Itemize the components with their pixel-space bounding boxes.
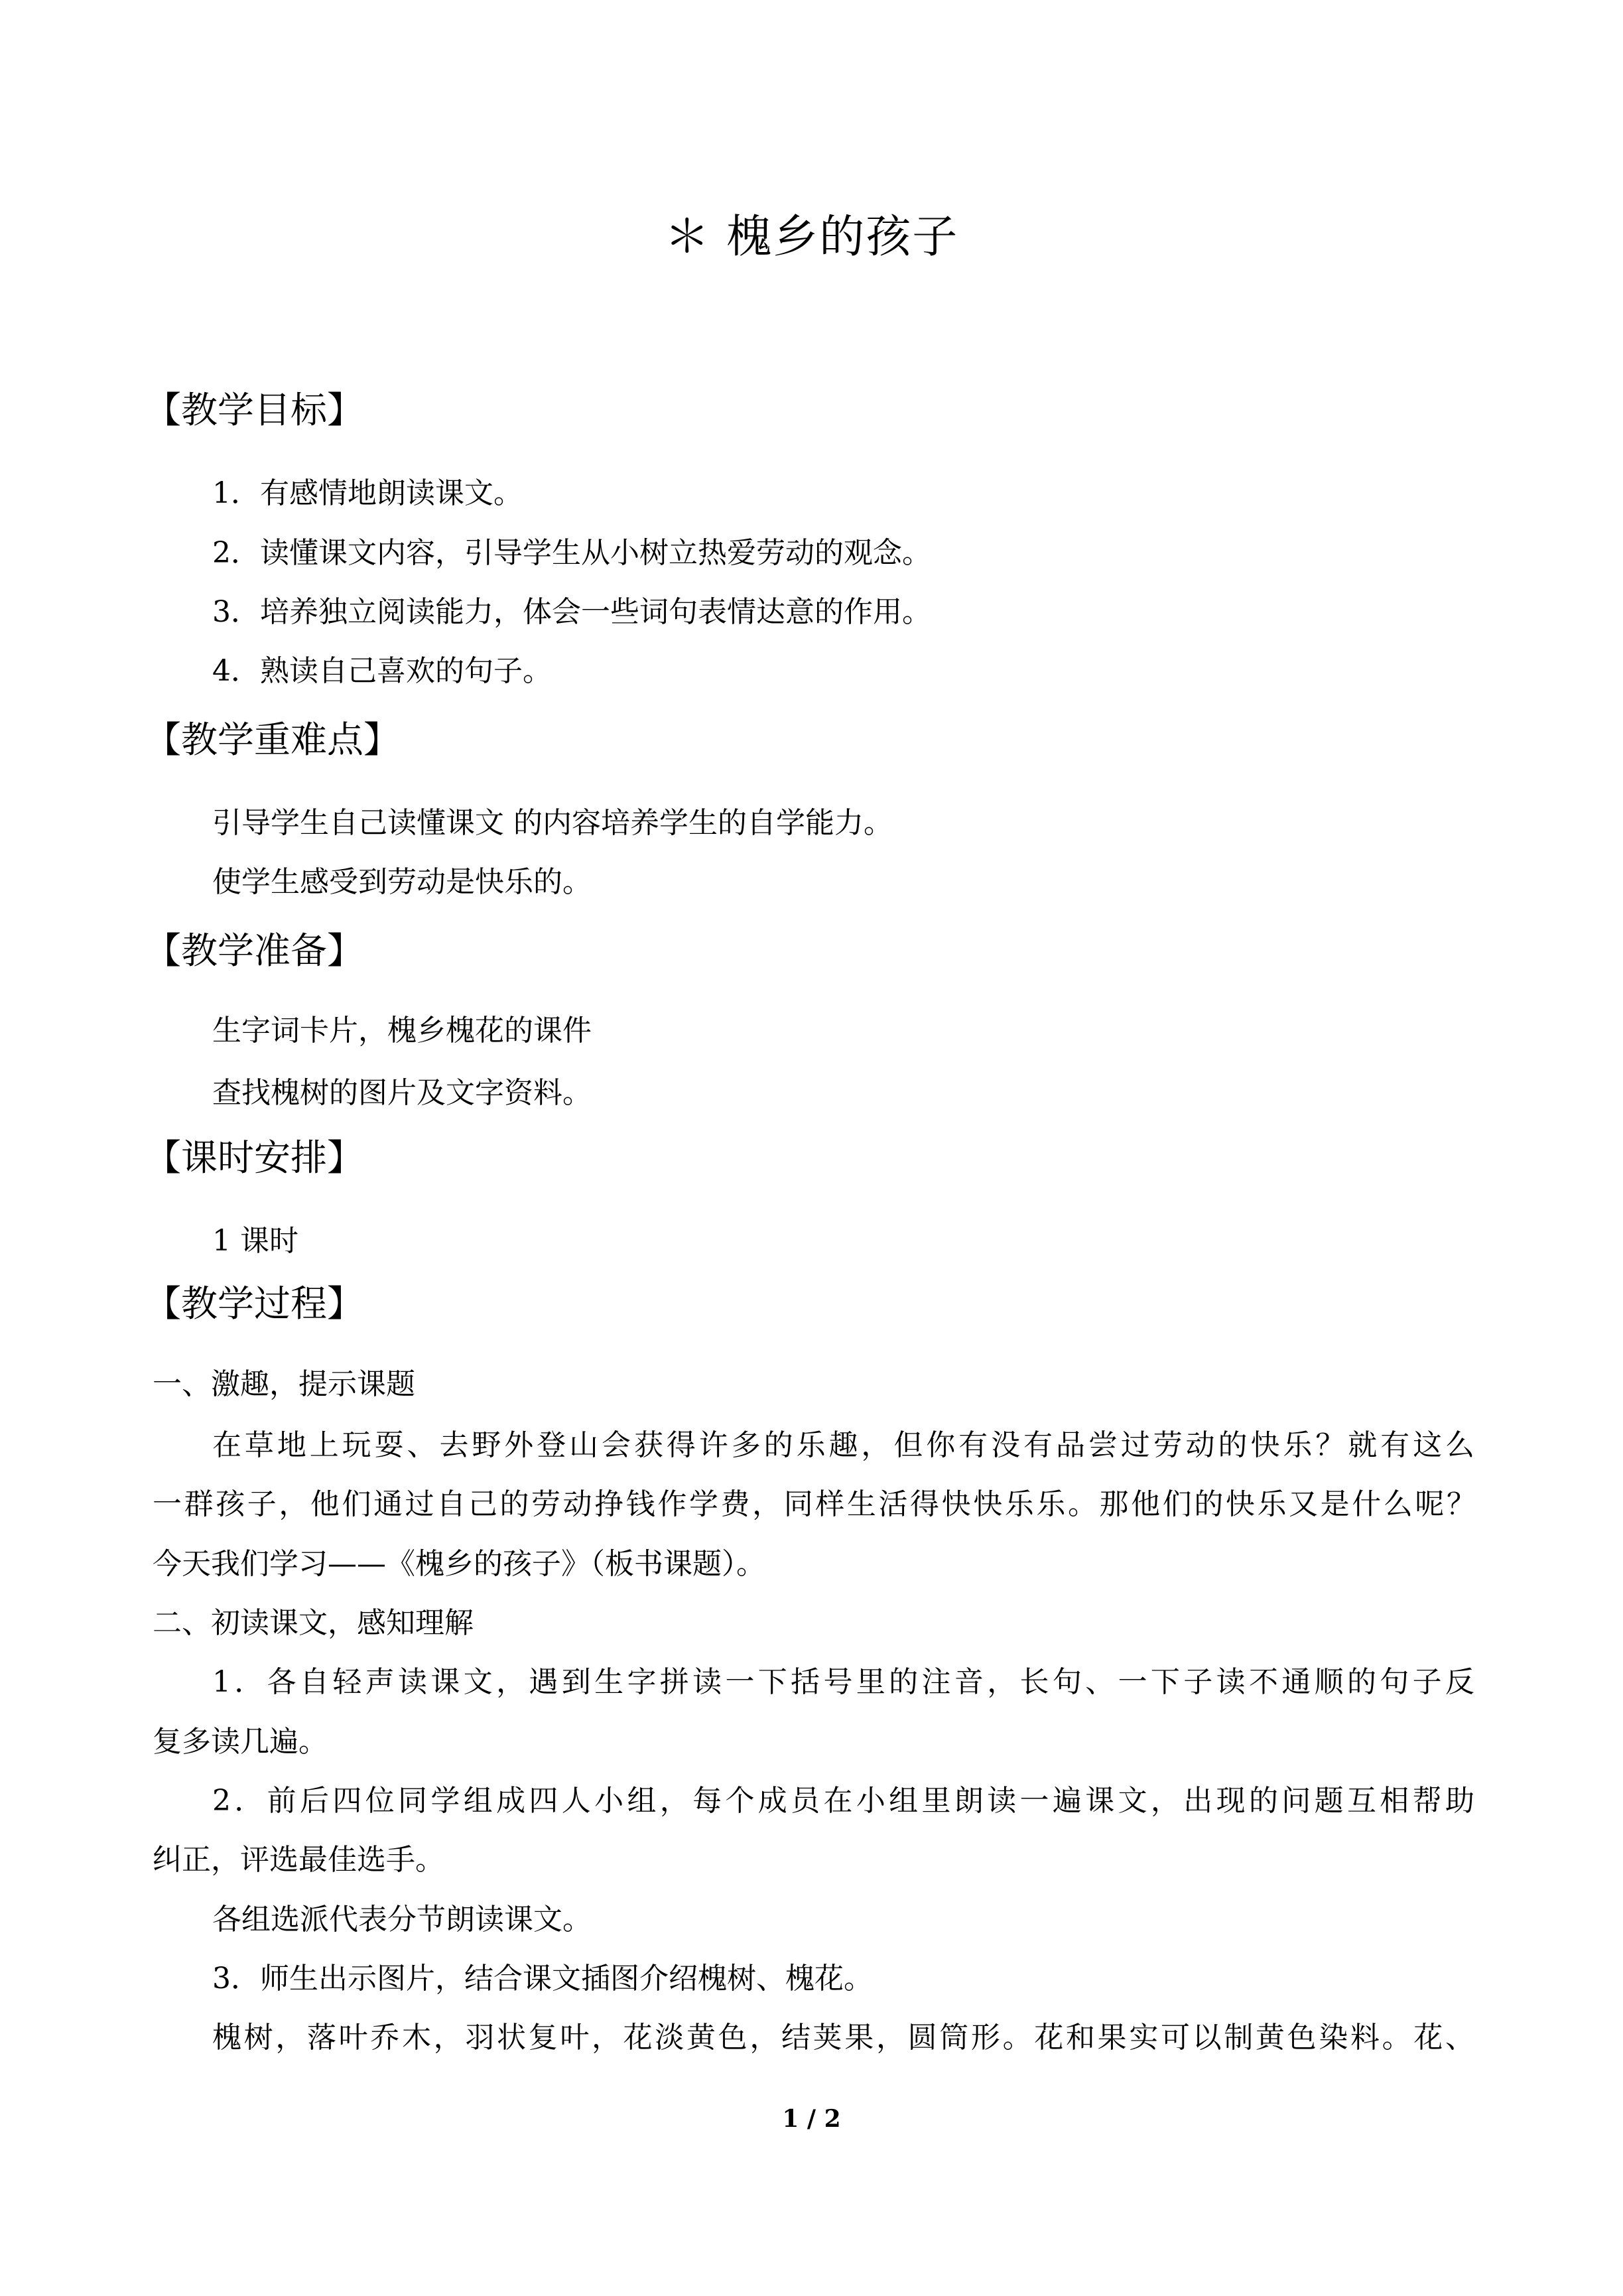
process-heading: 【教学过程】 [145,1282,364,1325]
process-paragraph-line: 在草地上玩耍、去野外登山会获得许多的乐趣，但你有没有品尝过劳动的快乐？就有这么 [212,1428,1474,1462]
preparation-item: 查找槐树的图片及文字资料。 [212,1076,592,1110]
schedule-heading: 【课时安排】 [145,1136,364,1179]
process-paragraph-line: 今天我们学习——《槐乡的孩子》（板书课题）。 [153,1547,765,1581]
page-number: 1 / 2 [782,2105,841,2133]
objective-item: 3．培养独立阅读能力，体会一些词句表情达意的作用。 [212,595,931,629]
objectives-heading: 【教学目标】 [145,389,364,431]
page-title: ＊ 槐乡的孩子 [664,211,959,263]
process-subheading: 一、激趣，提示课题 [153,1367,415,1401]
process-paragraph-line: 一群孩子，他们通过自己的劳动挣钱作学费，同样生活得快快乐乐。那他们的快乐又是什么呢？ [153,1487,1476,1521]
preparation-item: 生字词卡片，槐乡槐花的课件 [212,1014,592,1047]
schedule-item: 1 课时 [212,1224,298,1258]
process-subheading: 二、初读课文，感知理解 [153,1606,474,1640]
key-point-item: 使学生感受到劳动是快乐的。 [212,865,592,899]
process-paragraph-line: 纠正，评选最佳选手。 [153,1843,444,1877]
objective-item: 4．熟读自己喜欢的句子。 [212,654,552,688]
process-paragraph-line: 复多读几遍。 [153,1725,328,1759]
objective-item: 1．有感情地朗读课文。 [212,476,523,510]
preparation-heading: 【教学准备】 [145,929,364,972]
process-paragraph-line: 槐树，落叶乔木，羽状复叶，花淡黄色，结荚果，圆筒形。花和果实可以制黄色染料。花、 [212,2021,1474,2055]
key-point-item: 引导学生自己读懂课文 的内容培养学生的自学能力。 [212,806,893,840]
process-paragraph-line: 3．师生出示图片，结合课文插图介绍槐树、槐花。 [212,1962,873,1995]
process-paragraph-line: 2．前后四位同学组成四人小组，每个成员在小组里朗读一遍课文，出现的问题互相帮助 [212,1784,1474,1818]
key-points-heading: 【教学重难点】 [145,718,401,761]
process-paragraph-line: 1．各自轻声读课文，遇到生字拼读一下括号里的注音，长句、一下子读不通顺的句子反 [212,1665,1474,1699]
objective-item: 2．读懂课文内容，引导学生从小树立热爱劳动的观念。 [212,536,931,570]
process-paragraph-line: 各组选派代表分节朗读课文。 [212,1903,592,1936]
